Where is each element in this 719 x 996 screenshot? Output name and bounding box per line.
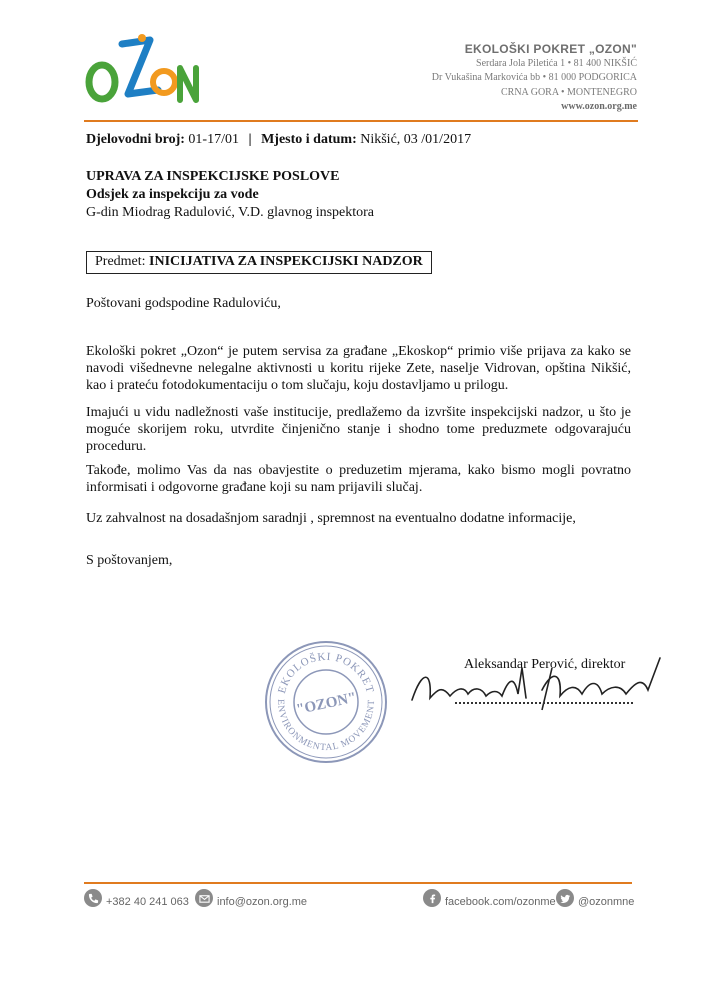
footer-divider: [84, 882, 632, 884]
footer-facebook[interactable]: [423, 888, 556, 908]
subject-box: [86, 251, 432, 274]
reference-number: 01-17/01: [188, 132, 239, 147]
twitter-handle[interactable]: @ozonmne: [578, 896, 635, 908]
place-date-value: Nikšić, 03 /01/2017: [360, 132, 472, 147]
addressee-department: Odsjek za inspekciju za vode: [86, 187, 259, 202]
stamp-center-text: "OZON": [295, 689, 358, 719]
reference-label: Djelovodni broj:: [86, 132, 185, 147]
signature-line: [455, 702, 633, 704]
website-link[interactable]: www.ozon.org.me: [561, 101, 637, 112]
stamp-top-text: EKOLOŠKI POKRET: [275, 650, 377, 695]
facebook-icon: [423, 889, 441, 907]
footer-phone: [84, 888, 189, 908]
closing-phrase: S poštovanjem,: [86, 553, 173, 568]
email-address[interactable]: info@ozon.org.me: [217, 896, 308, 908]
body-paragraph-4: Uz zahvalnost na dosadašnjom saradnji , spremnost na eventualno dodatne informacije,: [86, 511, 576, 526]
phone-number: +382 40 241 063: [106, 896, 189, 908]
body-paragraph-2: Imajući u vidu nadležnosti vaše institucije, predlažemo da izvršite inspekcijski nadzor, u što je moguće skorijem roku, utvrdite činjenično stanje i shodno tome preduzmete odgovarajuću proceduru.: [86, 405, 631, 454]
official-stamp: [262, 638, 390, 766]
meta-separator: |: [248, 132, 252, 147]
svg-text:EKOLOŠKI POKRET: [276, 651, 376, 695]
body-paragraph-1: Ekološki pokret „Ozon“ je putem servisa za građane „Ekoskop“ primio više prijava za kako se navodi višednevne nelegalne aktivnosti u koritu rijeke Zete, naselje Vidrovan, opština Nikšić, kao i prateću fotodokumentaciju o tom slučaju, koju dostavljamo u prilogu.: [86, 344, 631, 393]
body-paragraph-3: Takođe, molimo Vas da nas obavjestite o preduzetim mjerama, kako bismo mogli povratno informisati i odgovorne građane koji su nam prijavili slučaj.: [86, 463, 631, 495]
phone-icon: [84, 889, 102, 907]
address-line-1: Serdara Jola Piletića 1 • 81 400 NIKŠIĆ: [476, 57, 637, 69]
addressee-institution: UPRAVA ZA INSPEKCIJSKE POSLOVE: [86, 169, 340, 184]
address-line-3: CRNA GORA • MONTENEGRO: [500, 86, 637, 98]
addressee-person: G-din Miodrag Radulović, V.D. glavnog inspektora: [86, 205, 375, 220]
email-icon: [195, 889, 213, 907]
footer-twitter[interactable]: [556, 888, 634, 908]
subject-label: Predmet:: [95, 254, 146, 269]
footer-email[interactable]: [195, 888, 307, 908]
organization-info: [432, 42, 637, 115]
signatory-name: Aleksandar Perović, direktor: [464, 657, 626, 672]
address-line-2: Dr Vukašina Markovića bb • 81 000 PODGORICA: [431, 72, 637, 83]
handwritten-signature: [402, 650, 672, 720]
greeting: Poštovani godspodine Raduloviću,: [86, 296, 281, 311]
addressee-block: [86, 168, 374, 222]
ozon-logo: [84, 30, 204, 122]
place-date-label: Mjesto i datum:: [261, 132, 357, 147]
stamp-bottom-text: ENVIRONMENTAL MOVEMENT: [274, 699, 378, 754]
twitter-icon: [556, 889, 574, 907]
facebook-handle[interactable]: facebook.com/ozonme: [445, 896, 556, 908]
header-divider: [84, 120, 638, 122]
organization-name: EKOLOŠKI POKRET „OZON": [464, 42, 637, 56]
subject-value: INICIJATIVA ZA INSPEKCIJSKI NADZOR: [149, 254, 423, 269]
document-meta: [86, 132, 471, 148]
